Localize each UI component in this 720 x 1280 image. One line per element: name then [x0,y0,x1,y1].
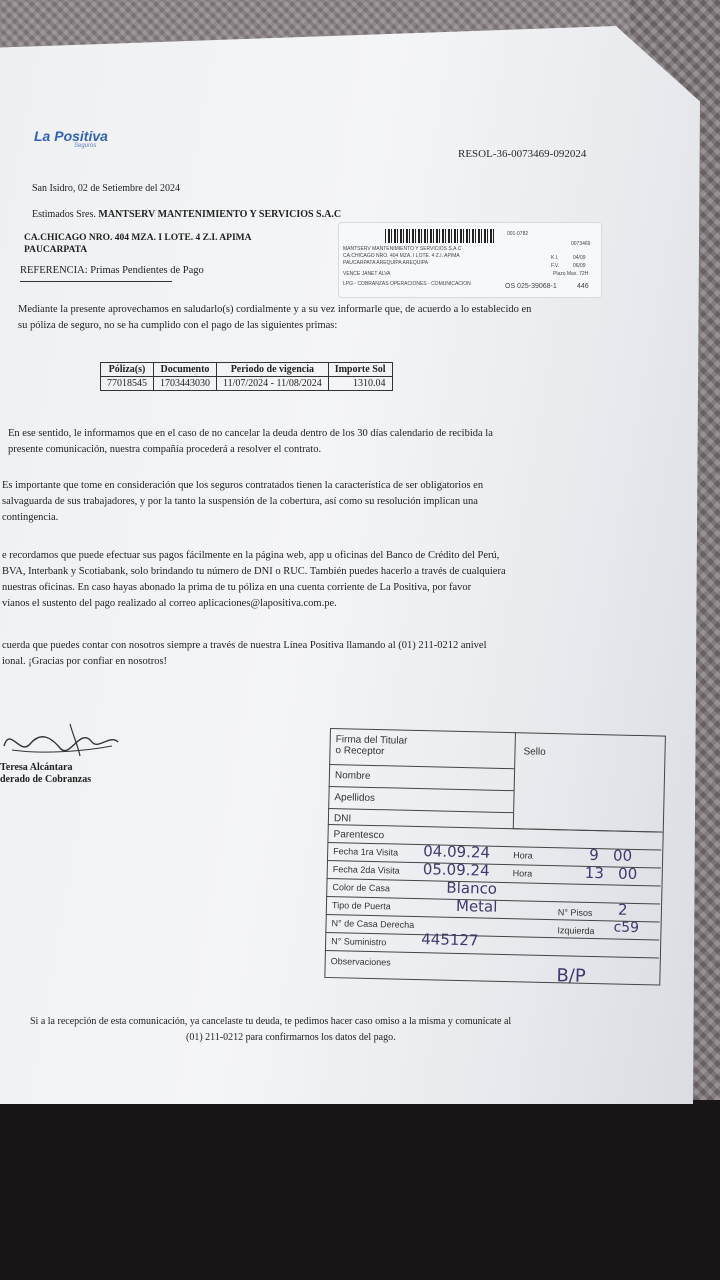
observaciones-label: Observaciones [330,956,391,968]
label-ki-date: 04/09 [573,255,586,261]
handwritten-signature [0,716,130,766]
hora1-value: 9 00 [588,845,633,865]
dni-label: DNI [333,813,352,825]
pisos-value: 2 [617,900,628,919]
address-line-2: PAUCARPATA [24,245,88,255]
label-line3: PAUCARPATA AREQUIPA AREQUIPA [343,260,429,266]
signer-title: derado de Cobranzas [0,774,92,785]
p5-line-1: cuerda que puedes contar con nosotros siempre a través de nuestra Línea Positiva llamando al (01) 211-0212 anivel [2,640,487,651]
observaciones-value: B/P [556,965,586,987]
puerta-value: Metal [455,896,498,916]
table-header-row [101,363,393,377]
footer-line-1: Si a la recepción de esta comunicación, ya cancelaste tu deuda, te pedimos hacer caso omiso a la misma y comunícate al [30,1016,512,1027]
label-fv-date: 06/09 [573,263,586,269]
visita1-value: 04.09.24 [423,842,491,862]
p4-line-3: nuestras oficinas. En caso hayas abonado la prima de tu póliza en una cuenta corriente de La Positiva, por favor [2,582,472,593]
greeting [32,209,341,220]
visita2-label: Fecha 2da Visita [332,864,400,876]
intro-line-1: Mediante la presente aprovechamos en saludarlo(s) cordialmente y a su vez informarle que, de acuerdo a lo establecido en [18,304,532,315]
hora2-value: 13 00 [584,863,638,884]
recipient-name: MANTSERV MANTENIMIENTO Y SERVICIOS S.A.C [98,209,342,220]
address-line-1: CA.CHICAGO NRO. 404 MZA. I LOTE. 4 Z.I. APIMA [24,233,252,243]
nombre-label: Nombre [334,770,371,782]
label-line2: CA.CHICAGO NRO. 404 MZA. I LOTE. 4 Z.I. APIMA [343,253,460,259]
hora1-label: Hora [513,850,533,861]
company-logo: La Positiva [34,128,108,144]
color-value: Blanco [446,878,498,898]
izquierda-value: c59 [613,919,640,937]
derecha-label: N° de Casa Derecha [331,918,415,930]
header-poliza: Póliza(s) [101,363,154,377]
p2-line-2: presente comunicación, nuestra compañía procederá a resolver el contrato. [8,444,322,455]
footer-line-2: (01) 211-0212 para confirmarnos los datos del pago. [186,1032,396,1043]
dark-background [0,1100,720,1280]
label-line5: LPG - COBRANZAS OPERACIONES - COMUNICACION [343,281,471,287]
apellidos-label: Apellidos [334,792,376,805]
p2-line-1: En ese sentido, le informamos que en el caso de no cancelar la deuda dentro de los 30 días calendario de recibida la [8,428,493,439]
label-tracking: OS 025-39068-1 [505,283,557,290]
label-line4: VENCE JANET ALVA [343,271,391,277]
premiums-table [100,362,393,391]
label-ki: K.I. [551,255,559,261]
cell-documento: 1703443030 [154,377,217,391]
visita2-value: 05.09.24 [422,860,490,880]
suministro-value: 445127 [421,930,479,950]
cell-periodo: 11/07/2024 - 11/08/2024 [217,377,329,391]
label-line1: MANTSERV MANTENIMIENTO Y SERVICIOS S.A.C [343,246,462,252]
resolution-number: RESOL-36-0073469-092024 [458,148,587,160]
p3-line-1: Es importante que tome en consideración que los seguros contratados tienen la característica de ser obligatorios en [2,480,484,491]
signer-name: Teresa Alcántara [0,762,73,773]
hora2-label: Hora [512,868,533,879]
p5-line-2: ional. ¡Gracias por confiar en nosotros! [2,656,168,667]
company-logo-sub: Seguros [74,143,97,149]
barcode [385,229,495,243]
puerta-label: Tipo de Puerta [331,900,391,912]
reference-line: REFERENCIA: Primas Pendientes de Pago [20,265,204,276]
pisos-label: N° Pisos [557,907,593,919]
header-documento: Documento [154,363,217,377]
parentesco-label: Parentesco [333,829,385,842]
header-periodo: Periodo de vigencia [217,363,329,377]
courier-label [338,222,602,298]
greeting-prefix: Estimados Sres. [32,209,96,220]
sello-label: Sello [523,746,546,758]
label-count: 446 [577,283,589,290]
reference-underline [20,281,172,282]
p3-line-2: salvaguarda de sus trabajadores, y por la tanto la suspensión de la cobertura, así como su resolución implican una [2,496,478,507]
header-importe: Importe Sol [328,363,392,377]
label-code: 001-0782 [507,231,529,237]
p4-line-1: e recordamos que puede efectuar sus pagos fácilmente en la página web, app u oficinas del Banco de Crédito del Perú, [2,550,500,561]
izquierda-label: Izquierda [557,925,595,937]
letter-date: San Isidro, 02 de Setiembre del 2024 [32,183,181,194]
table-row [101,377,393,391]
intro-line-2: su póliza de seguro, no se ha cumplido con el pago de las siguientes primas: [18,320,338,331]
visita1-label: Fecha 1ra Visita [333,846,399,858]
label-num: 0073469 [571,241,591,247]
suministro-label: N° Suministro [331,936,387,948]
label-fv: F.V. [551,263,560,269]
color-label: Color de Casa [332,882,391,894]
receipt-form [324,728,680,998]
cell-poliza: 77018545 [101,377,154,391]
firma-label: Firma del Titular o Receptor [335,734,408,758]
p4-line-2: BVA, Interbank y Scotiabank, solo brindando tu número de DNI o RUC. También puedes hacerlo a través de cualquiera [2,566,506,577]
p4-line-4: víanos el sustento del pago realizado al correo aplicaciones@lapositiva.com.pe. [2,598,337,609]
label-plazo: Plazo Max. 72H [553,271,589,277]
p3-line-3: contingencia. [2,512,59,523]
cell-importe: 1310.04 [328,377,392,391]
